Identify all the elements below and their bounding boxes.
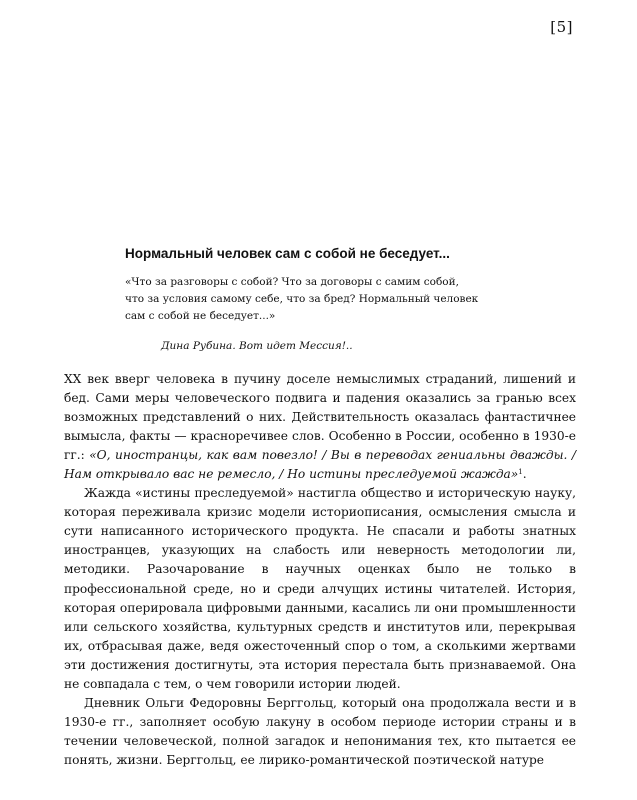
epigraph-attribution: Дина Рубина. Вот идет Мессия!.. <box>161 340 353 352</box>
body-text <box>64 370 576 770</box>
epigraph-line: что за условия самому себе, что за бред? Нормальный человек <box>125 293 479 306</box>
paragraph: Жажда «истины преследуемой» настигла общество и историческую науку, которая переживала кризис модели историописания, осмысления смысла и сути написанного исторического продукта. Не спасали и работы знатных иностранцев, указующих на слабость или неверность методологии ли, методики. Разочарование в научных оценках было не только в профессиональной среде, но и среди алчущих истины читателей. История, которая оперировала цифровыми данными, касались ли они промышленности или сельского хозяйства, культурных средств и институтов или, перекрывая их, отбрасывая даже, ведя ожесточенный спор о том, а сколькими жертвами эти достижения достигнуты, эта история перестала быть признаваемой. Она не совпадала с тем, о чем говорили истории людей. <box>64 486 576 691</box>
page-number: [5] <box>550 18 573 36</box>
paragraph-text: XX век вверг человека в пучину доселе немыслимых страданий, лишений и бед. Сами меры человеческого подвига и падения оказались за гранью всех возможных представлений о них. Действительность оказалась фантастичнее вымысла, факты — красноречивее слов. Особенно в России, особенно в 1930-е гг.: <box>64 372 576 463</box>
poem-quote: «О, иностранцы, как вам повезло! / Вы в переводах гениальны дважды. / Нам открывало вас не ремесло, / Но истины преследуемой жажда» <box>64 448 576 482</box>
section-heading: Нормальный человек сам с собой не беседует... <box>125 246 450 261</box>
paragraph-text: . <box>522 467 527 482</box>
epigraph <box>125 274 525 326</box>
paragraph: Дневник Ольги Федоровны Берггольц, который она продолжала вести и в 1930-е гг., заполняет особую лакуну в особом периоде истории страны и в течении человеческой, полной загадок и непонимания тех, кто пытается ее понять, жизни. Берггольц, ее лирико-романтической поэтической натуре <box>64 695 576 767</box>
epigraph-line: «Что за разговоры с собой? Что за договоры с самим собой, <box>125 276 459 288</box>
footnote-marker[interactable]: 1 <box>518 468 523 477</box>
paragraph <box>64 370 576 484</box>
epigraph-line: сам с собой не беседует...» <box>125 310 276 323</box>
